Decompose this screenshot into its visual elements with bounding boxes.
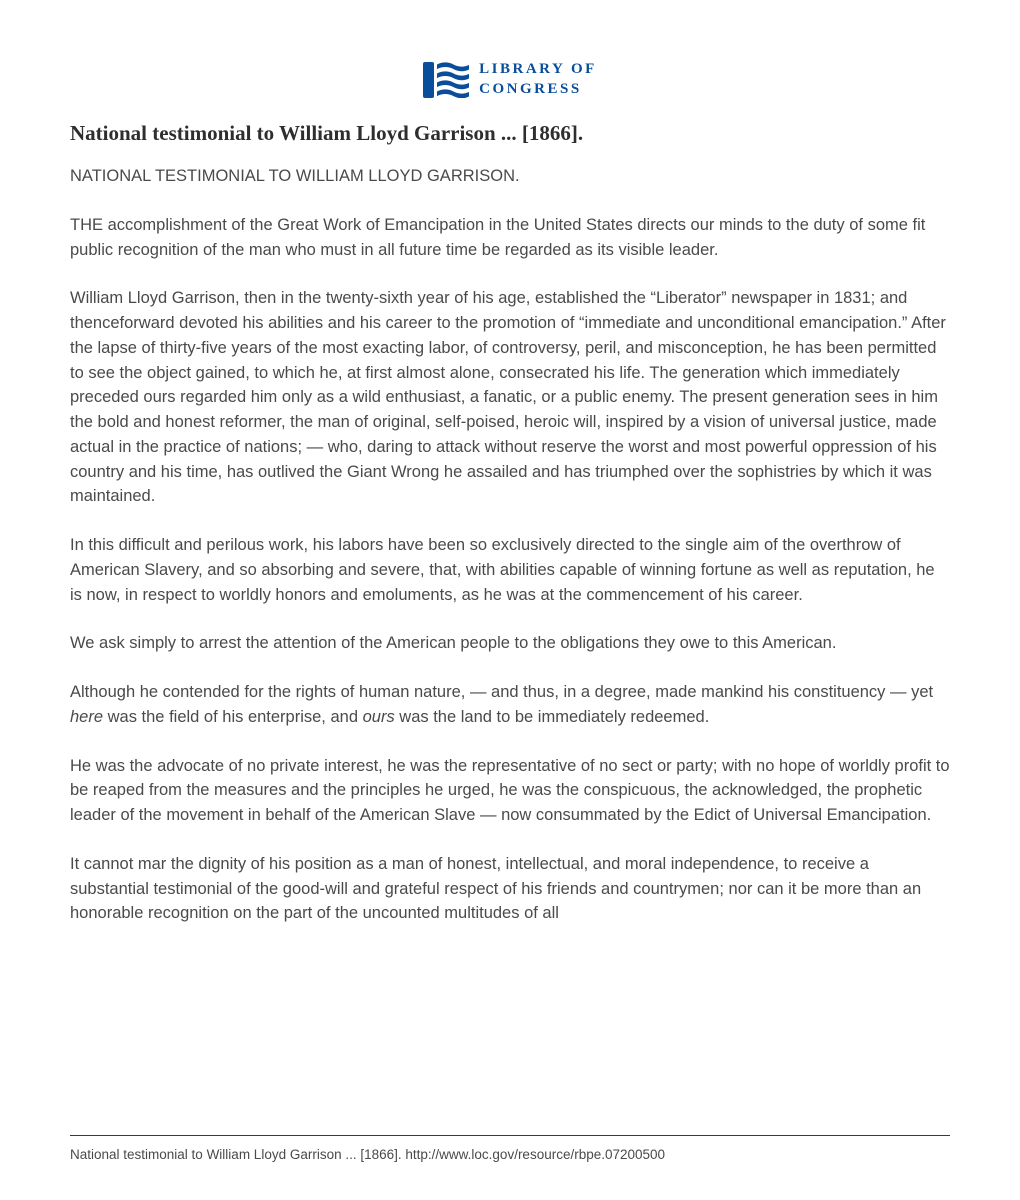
loc-logo (70, 60, 950, 99)
footer-divider (70, 1135, 950, 1136)
library-of-congress-flag-icon (423, 62, 469, 98)
footer-citation: National testimonial to William Lloyd Garrison ... [1866]. http://www.loc.gov/resource/rbpe.07200500 (70, 1147, 666, 1162)
document-paragraph: It cannot mar the dignity of his position as a man of honest, intellectual, and moral independence, to receive a substantial testimonial of the good-will and grateful respect of his friends and countrymen; nor can it be more than an honorable recognition on the part of the uncounted multitudes of all (70, 854, 922, 923)
document-paragraph: Although he contended for the rights of human nature, — and thus, in a degree, made mankind his constituency — yet here was the field of his enterprise, and ours was the land to be immediately redeemed. (70, 683, 934, 726)
document-paragraph: William Lloyd Garrison, then in the twenty-sixth year of his age, established the “Liberator” newspaper in 1831; and thenceforward devoted his abilities and his career to the promotion of “immediate and unconditional emancipation.” After the lapse of thirty-five years of the most exacting labor, of controversy, peril, and misconception, he has been permitted to see the object gained, to which he, at first almost alone, consecrated his life. The generation which immediately preceded ours regarded him only as a wild enthusiast, a fanatic, or a public enemy. The present generation sees in him the bold and honest reformer, the man of original, self-poised, heroic will, inspired by a vision of universal justice, made actual in the practice of nations; — who, daring to attack without reserve the worst and most powerful oppression of his country and his time, has outlived the Giant Wrong he assailed and has triumphed over the sophistries by which it was maintained. (70, 289, 946, 506)
document-heading: NATIONAL TESTIMONIAL TO WILLIAM LLOYD GARRISON. (70, 167, 520, 185)
page-footer (70, 1135, 950, 1162)
document-body (70, 213, 950, 950)
document-paragraph: He was the advocate of no private interest, he was the representative of no sect or party; with no hope of worldly profit to be reaped from the measures and the principles he urged, he was the conspicuous, the acknowledged, the prophetic leader of the movement in behalf of the American Slave — now consummated by the Edict of Universal Emancipation. (70, 756, 950, 824)
loc-logo-line1: LIBRARY OF (479, 61, 597, 77)
loc-logo-wordmark (479, 60, 597, 99)
document-paragraph: We ask simply to arrest the attention of the American people to the obligations they owe to this American. (70, 634, 837, 653)
document-paragraph: In this difficult and perilous work, his labors have been so exclusively directed to the single aim of the overthrow of American Slavery, and so absorbing and severe, that, with abilities capable of winning fortune as well as reputation, he is now, in respect to worldly honors and emoluments, as he was at the commencement of his career. (70, 536, 935, 604)
document-title: National testimonial to William Lloyd Garrison ... [1866]. (70, 121, 584, 145)
document-paragraph: THE accomplishment of the Great Work of Emancipation in the United States directs our minds to the duty of some fit public recognition of the man who must in all future time be regarded as its visible leader. (70, 215, 926, 259)
loc-logo-line2: CONGRESS (479, 80, 582, 97)
